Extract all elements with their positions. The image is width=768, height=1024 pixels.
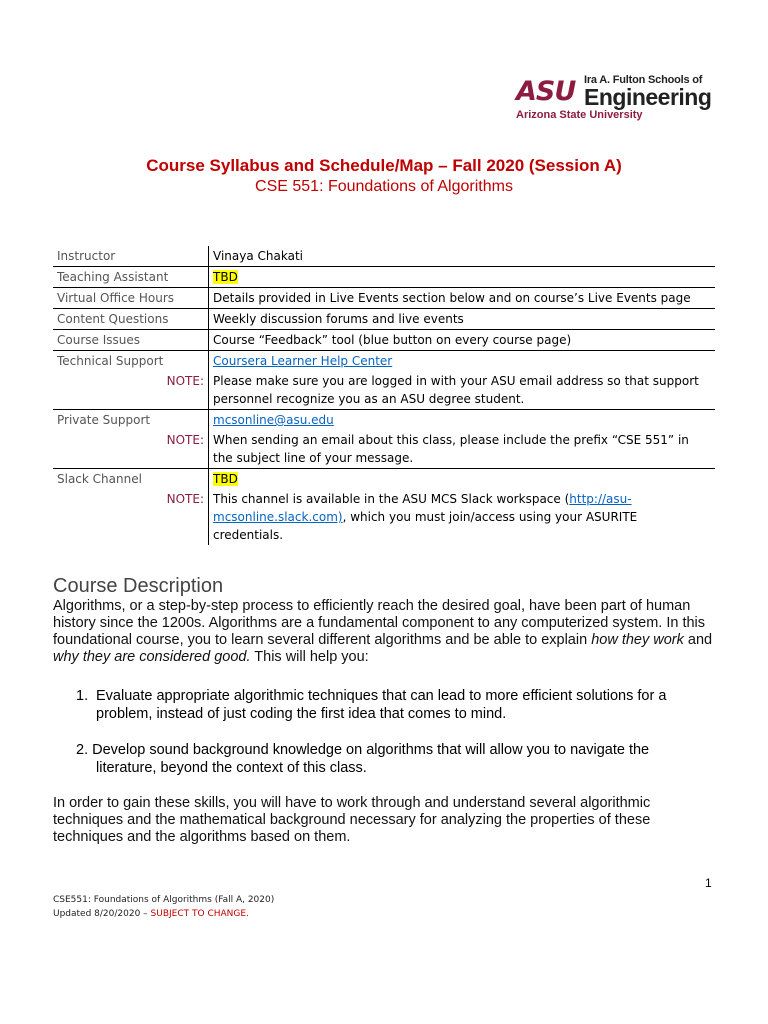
row-instructor [53, 246, 715, 267]
private-note-text: When sending an email about this class, please include the prefix “CSE 551” in the subject line of your message. [209, 430, 716, 469]
email-link[interactable]: mcsonline@asu.edu [213, 413, 334, 427]
note-label: NOTE: [53, 371, 209, 410]
ta-value: TBD [213, 270, 238, 284]
content-questions-label: Content Questions [53, 309, 209, 330]
row-private-support [53, 410, 715, 431]
private-support-label: Private Support [53, 410, 209, 431]
document-title: Course Syllabus and Schedule/Map – Fall 2020 (Session A) [146, 156, 622, 175]
slack-workspace-link[interactable]: http://asu-mcsonline.slack.com) [213, 492, 632, 524]
instructor-label: Instructor [53, 246, 209, 267]
help-center-link[interactable]: Coursera Learner Help Center [213, 354, 393, 368]
description-paragraph: Algorithms, or a step-by-step process to efficiently reach the desired goal, have been part of human history since the 1200s. Algorithms are a fundamental component to any computerized system. In this foundational course, you to learn several different algorithms and be able to explain how they work and why they are considered good. This will help you: [53, 598, 713, 665]
course-issues-value: Course “Feedback” tool (blue button on every course page) [209, 330, 716, 351]
section-heading-course-description: Course Description [53, 575, 224, 597]
course-info-table [53, 246, 715, 545]
skills-paragraph: In order to gain these skills, you will have to work through and understand several algorithmic techniques and the mathematical background necessary for analyzing the properties of these techniques and the algorithms based on them. [53, 795, 651, 845]
list-item: 1. Evaluate appropriate algorithmic techniques that can lead to more efficient solutions for a problem, instead of just coding the first idea that comes to mind. [76, 688, 667, 722]
row-slack-channel [53, 469, 715, 490]
instructor-value: Vinaya Chakati [209, 246, 716, 267]
page-footer [53, 893, 274, 921]
ta-label: Teaching Assistant [53, 267, 209, 288]
list-item: 2. Develop sound background knowledge on algorithms that will allow you to navigate the literature, beyond the context of this class. [76, 742, 650, 776]
row-slack-note [53, 489, 715, 545]
footer-updated-line: Updated 8/20/2020 – SUBJECT TO CHANGE. [53, 909, 249, 919]
content-questions-value: Weekly discussion forums and live events [209, 309, 716, 330]
footer-course-line: CSE551: Foundations of Algorithms (Fall A, 2020) [53, 895, 275, 905]
technical-support-label: Technical Support [53, 351, 209, 372]
tech-note-text: Please make sure you are logged in with your ASU email address so that support personnel recognize you as an ASU degree student. [209, 371, 716, 410]
page-number: 1 [705, 876, 712, 890]
row-office-hours [53, 288, 715, 309]
row-ta [53, 267, 715, 288]
note-label: NOTE: [53, 489, 209, 545]
office-hours-label: Virtual Office Hours [53, 288, 209, 309]
asu-engineering-logo [516, 74, 712, 126]
slack-channel-value: TBD [213, 472, 238, 486]
logo-engineering: Engineering [584, 84, 712, 110]
slack-note-text: This channel is available in the ASU MCS Slack workspace (http://asu-mcsonline.slack.com), which you must join/access using your ASURITE credentials. [213, 492, 638, 542]
row-tech-note [53, 371, 715, 410]
asu-logo-mark: ASU [516, 76, 576, 107]
row-private-note [53, 430, 715, 469]
document-subtitle: CSE 551: Foundations of Algorithms [255, 178, 513, 195]
office-hours-value: Details provided in Live Events section below and on course’s Live Events page [209, 288, 716, 309]
course-issues-label: Course Issues [53, 330, 209, 351]
note-label: NOTE: [53, 430, 209, 469]
logo-school-line: Ira A. Fulton Schools of [584, 74, 703, 86]
slack-channel-label: Slack Channel [53, 469, 209, 490]
logo-university: Arizona State University [516, 109, 643, 121]
row-content-questions [53, 309, 715, 330]
row-course-issues [53, 330, 715, 351]
row-technical-support [53, 351, 715, 372]
